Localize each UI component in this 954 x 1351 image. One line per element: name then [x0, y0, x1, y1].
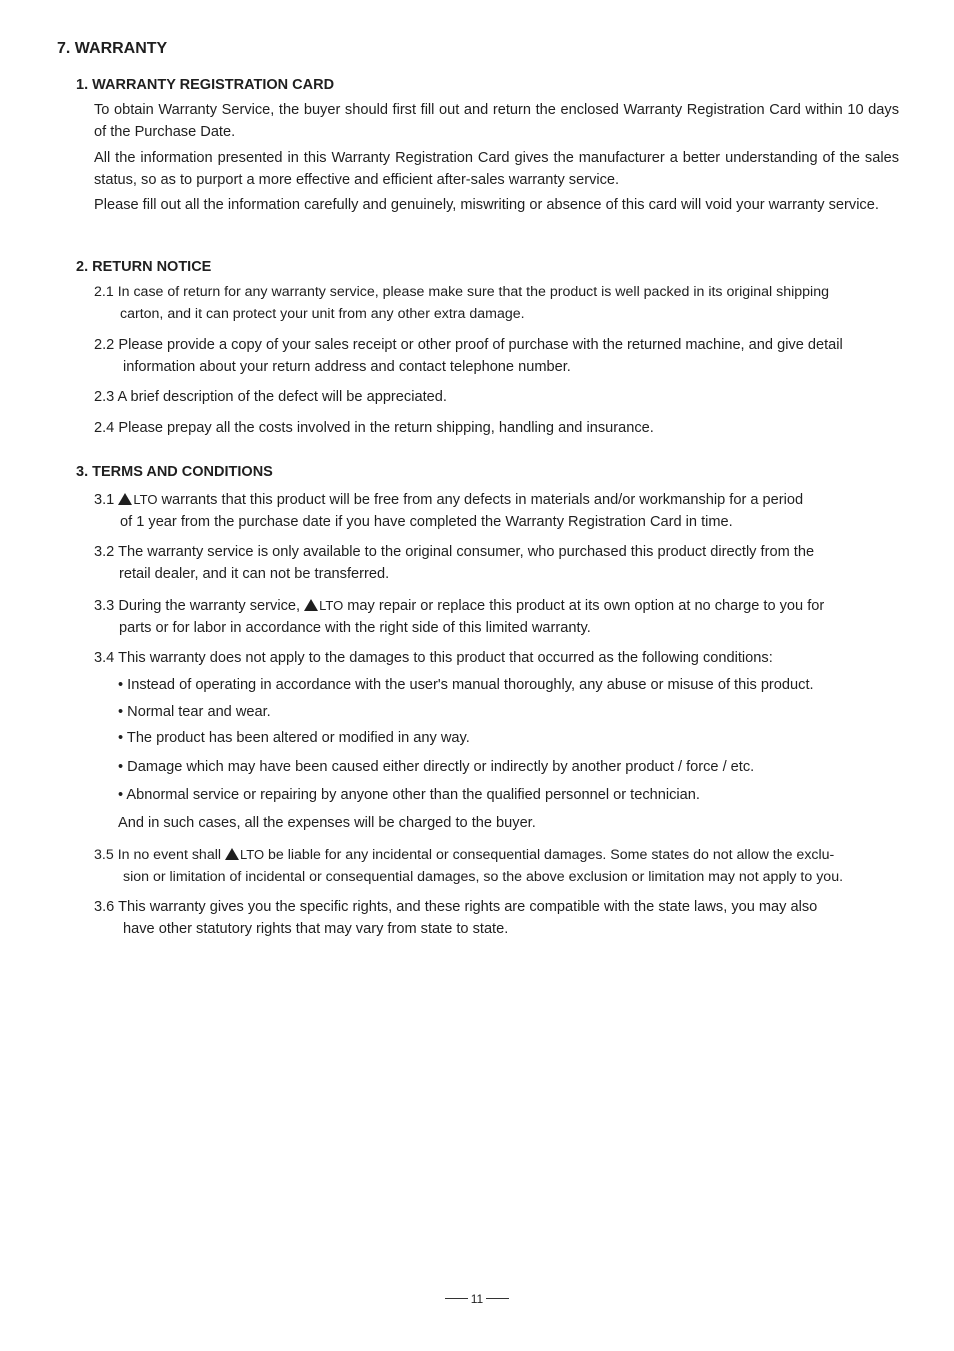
item-number: 3.5 [94, 847, 114, 863]
item-text-continued: sion or limitation of incidental or consequential damages, so the above exclusion or limitation may not apply to you. [123, 868, 844, 885]
condition-bullet-5: • Abnormal service or repairing by anyone other than the qualified personnel or technician. [118, 787, 700, 803]
item-text: This warranty does not apply to the damages to this product that occurred as the following conditions: [118, 650, 773, 666]
item-text: may repair or replace this product at its own option at no charge to you for [347, 598, 825, 614]
item-number: 2.1 [94, 284, 114, 300]
item-number: 3.2 [94, 544, 115, 560]
item-number: 2.2 [94, 337, 115, 353]
footer-rule-left [445, 1298, 468, 1299]
item-number: 3.4 [94, 650, 115, 666]
brand-logo [304, 595, 343, 618]
item-number: 2.3 [94, 389, 115, 405]
return-item-2-1 [94, 282, 899, 325]
return-notice-heading: 2. RETURN NOTICE [76, 259, 212, 275]
registration-paragraph-1: To obtain Warranty Service, the buyer should first fill out and return the enclosed Warranty Registration Card within 10 days of the Purchase Date. [94, 102, 899, 140]
item-text: A brief description of the defect will be appreciated. [117, 389, 447, 405]
registration-paragraph-2: All the information presented in this Warranty Registration Card gives the manufacturer a better understanding of the sales status, so as to purport a more effective and efficient after-sales warranty service. [94, 150, 899, 188]
terms-item-3-1 [94, 489, 899, 533]
item-text-continued: carton, and it can protect your unit from any other extra damage. [120, 305, 525, 322]
triangle-logo-icon [225, 848, 239, 860]
terms-item-3-4 [94, 648, 899, 670]
item-number: 3.1 [94, 492, 115, 508]
terms-heading: 3. TERMS AND CONDITIONS [76, 464, 273, 480]
condition-closing: And in such cases, all the expenses will be charged to the buyer. [118, 815, 536, 831]
condition-bullet-3: • The product has been altered or modified in any way. [118, 730, 470, 746]
condition-bullet-1: • Instead of operating in accordance with the user's manual thoroughly, any abuse or misuse of this product. [118, 677, 814, 693]
item-text-continued: have other statutory rights that may vary from state to state. [123, 920, 509, 937]
condition-bullet-2: • Normal tear and wear. [118, 704, 271, 720]
item-text-continued: of 1 year from the purchase date if you have completed the Warranty Registration Card in time. [120, 513, 733, 530]
item-text-continued: information about your return address and contact telephone number. [123, 358, 571, 375]
item-text: be liable for any incidental or consequential damages. Some states do not allow the exclu- [268, 847, 835, 863]
footer-rule-right [486, 1298, 509, 1299]
brand-logo-text: LTO [319, 598, 344, 613]
item-text: This warranty gives you the specific rights, and these rights are compatible with the state laws, you may also [118, 899, 818, 915]
registration-heading: 1. WARRANTY REGISTRATION CARD [76, 77, 335, 93]
item-number: 2.4 [94, 420, 115, 436]
page-number: 11 [470, 1292, 484, 1306]
terms-item-3-6 [94, 897, 899, 940]
triangle-logo-icon [304, 599, 318, 611]
brand-logo-text: LTO [133, 492, 158, 507]
item-text-continued: retail dealer, and it can not be transferred. [119, 565, 390, 582]
page-number-footer [0, 1292, 954, 1306]
item-number: 3.6 [94, 899, 115, 915]
return-item-2-3 [94, 387, 899, 409]
terms-item-3-3 [94, 595, 899, 639]
return-item-2-2 [94, 335, 899, 378]
item-text: During the warranty service, [118, 598, 301, 614]
brand-logo [225, 844, 264, 867]
item-text: warrants that this product will be free from any defects in materials and/or workmanship for a period [161, 492, 804, 508]
brand-logo [118, 489, 157, 512]
item-text: The warranty service is only available to the original consumer, who purchased this product directly from the [118, 544, 815, 560]
item-text: In no event shall [117, 847, 222, 863]
return-item-2-4 [94, 418, 899, 440]
triangle-logo-icon [118, 493, 132, 505]
brand-logo-text: LTO [239, 847, 265, 862]
condition-bullet-4: • Damage which may have been caused either directly or indirectly by another product / force / etc. [118, 759, 755, 775]
item-text: Please provide a copy of your sales receipt or other proof of purchase with the returned machine, and give detail [118, 337, 843, 353]
item-text: Please prepay all the costs involved in the return shipping, handling and insurance. [118, 420, 654, 436]
item-text-continued: parts or for labor in accordance with the right side of this limited warranty. [119, 619, 591, 636]
terms-item-3-2 [94, 542, 899, 585]
item-text: In case of return for any warranty service, please make sure that the product is well packed in its original shipping [117, 284, 829, 300]
item-number: 3.3 [94, 598, 115, 614]
registration-paragraph-3: Please fill out all the information carefully and genuinely, miswriting or absence of this card will void your warranty service. [94, 197, 879, 213]
section-title: 7. WARRANTY [57, 40, 168, 57]
terms-item-3-5 [94, 844, 899, 888]
